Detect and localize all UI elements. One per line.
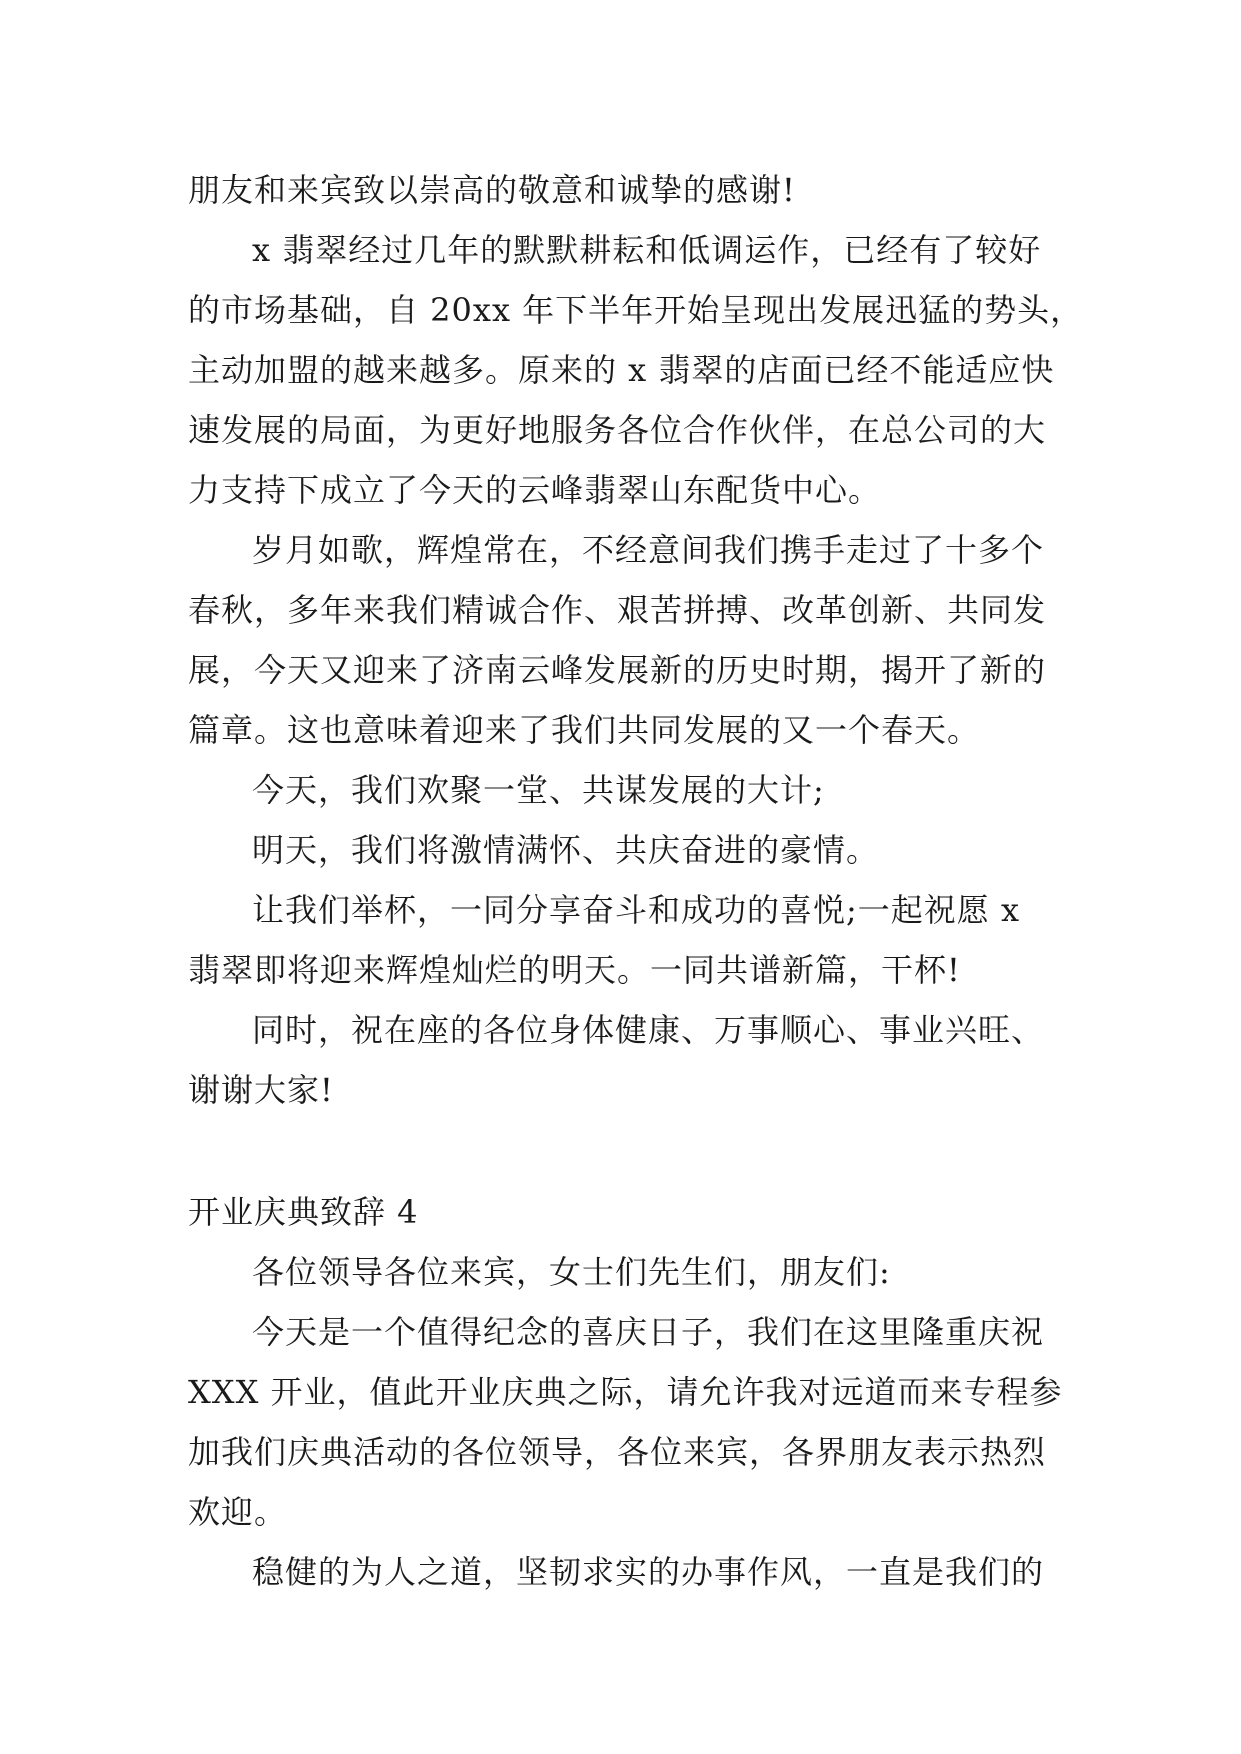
text-line: 的市场基础，自 20xx 年下半年开始呈现出发展迅猛的势头， [188, 291, 1084, 329]
text-line: 速发展的局面，为更好地服务各位合作伙伴，在总公司的大 [188, 411, 1047, 449]
paragraph-start-line: 稳健的为人之道，坚韧求实的办事作风，一直是我们的 [252, 1553, 1045, 1591]
paragraph-start-line: 岁月如歌，辉煌常在，不经意间我们携手走过了十多个 [252, 531, 1045, 569]
text-line: XXX 开业，值此开业庆典之际，请允许我对远道而来专程参 [188, 1373, 1063, 1411]
document-body [188, 160, 1084, 1602]
text-line: 朋友和来宾致以崇高的敬意和诚挚的感谢! [188, 171, 796, 209]
text-line: 篇章。这也意味着迎来了我们共同发展的又一个春天。 [188, 711, 981, 749]
text-line: 欢迎。 [188, 1493, 288, 1531]
text-line: 翡翠即将迎来辉煌灿烂的明天。一同共谱新篇，干杯! [188, 951, 961, 989]
paragraph-start-line: 今天是一个值得纪念的喜庆日子，我们在这里隆重庆祝 [252, 1313, 1045, 1351]
text-line: 展，今天又迎来了济南云峰发展新的历史时期，揭开了新的 [188, 651, 1047, 689]
text-line: 春秋，多年来我们精诚合作、艰苦拼搏、改革创新、共同发 [188, 591, 1047, 629]
paragraph-start-line: 今天，我们欢聚一堂、共谋发展的大计; [252, 771, 825, 809]
section-gap [188, 1120, 1068, 1182]
text-line: 主动加盟的越来越多。原来的 x 翡翠的店面已经不能适应快 [188, 351, 1055, 389]
paragraph-start-line: 明天，我们将激情满怀、共庆奋进的豪情。 [252, 831, 880, 869]
paragraph-start-line: 各位领导各位来宾，女士们先生们，朋友们: [252, 1253, 891, 1291]
text-line: 加我们庆典活动的各位领导，各位来宾，各界朋友表示热烈 [188, 1433, 1047, 1471]
text-line: 谢谢大家! [188, 1071, 334, 1109]
paragraph-start-line: 同时，祝在座的各位身体健康、万事顺心、事业兴旺、 [252, 1011, 1045, 1049]
section-heading: 开业庆典致辞 4 [188, 1193, 419, 1231]
paragraph-start-line: x 翡翠经过几年的默默耕耘和低调运作，已经有了较好 [252, 231, 1042, 269]
paragraph-start-line: 让我们举杯，一同分享奋斗和成功的喜悦;一起祝愿 x [252, 891, 1021, 929]
text-line: 力支持下成立了今天的云峰翡翠山东配货中心。 [188, 471, 882, 509]
